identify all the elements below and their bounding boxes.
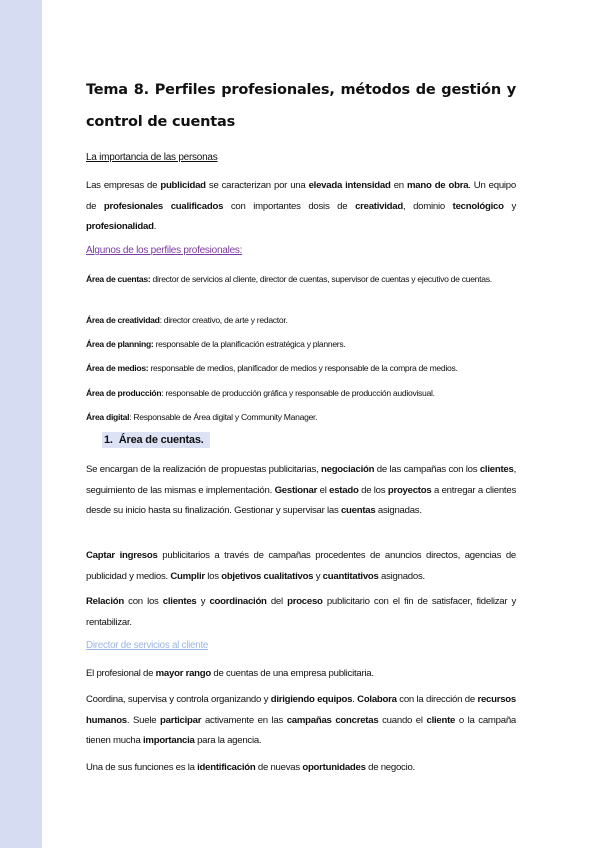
area-item-medios: Área de medios: responsable de medios, planificador de medios y responsable de la compra de medios.: [86, 363, 458, 373]
director-paragraph-3: Una de sus funciones es la identificación de nuevas oportunidades de negocio.: [86, 762, 415, 773]
heading-number: 1.: [104, 434, 113, 446]
section-heading: La importancia de las personas: [86, 152, 218, 163]
area-item-cuentas: Área de cuentas: director de servicios al cliente, director de cuentas, supervisor de cuentas y ejecutivo de cuentas.: [86, 274, 492, 284]
director-link[interactable]: Director de servicios al cliente: [86, 640, 209, 651]
cuentas-paragraph-1: Se encargan de la realización de propuestas publicitarias, negociación de las campañas con los clientes, seguimiento de las mismas e implementación. Gestionar el estado de los proyectos a entregar a clientes desde su inicio hasta su finalización. Gestionar y supervisar las cuentas asignadas.: [86, 464, 516, 516]
page-title: Tema 8. Perfiles profesionales, métodos de gestión y control de cuentas: [86, 82, 516, 130]
area-item-produccion: Área de producción: responsable de producción gráfica y responsable de producción audiovisual.: [86, 388, 435, 398]
intro-paragraph: Las empresas de publicidad se caracterizan por una elevada intensidad en mano de obra. Un equipo de profesionales cualificados con importantes dosis de creatividad, dominio tecnológico y profesionalidad.: [86, 180, 516, 232]
area-item-planning: Área de planning: responsable de la planificación estratégica y planners.: [86, 339, 346, 349]
director-paragraph-2: Coordina, supervisa y controla organizando y dirigiendo equipos. Colabora con la dirección de recursos humanos. Suele participar activamente en las campañas concretas cuando el cliente o la campaña tienen mucha importancia para la agencia.: [86, 694, 517, 746]
numbered-heading: [102, 432, 210, 448]
area-item-creatividad: Área de creatividad: director creativo, de arte y redactor.: [86, 315, 288, 325]
profiles-link[interactable]: Algunos de los perfiles profesionales:: [86, 245, 243, 256]
director-paragraph-1: El profesional de mayor rango de cuentas de una empresa publicitaria.: [86, 668, 374, 679]
left-margin-strip: [0, 0, 42, 848]
area-item-digital: Área digital: Responsable de Área digital y Community Manager.: [86, 412, 318, 422]
heading-label: Área de cuentas.: [118, 434, 204, 446]
cuentas-paragraph-3: Relación con los clientes y coordinación del proceso publicitario con el fin de satisfacer, fidelizar y rentabilizar.: [86, 596, 517, 628]
cuentas-paragraph-2: Captar ingresos publicitarios a través de campañas procedentes de anuncios directos, agencias de publicidad y medios. Cumplir los objetivos cualitativos y cuantitativos asignados.: [86, 550, 516, 582]
